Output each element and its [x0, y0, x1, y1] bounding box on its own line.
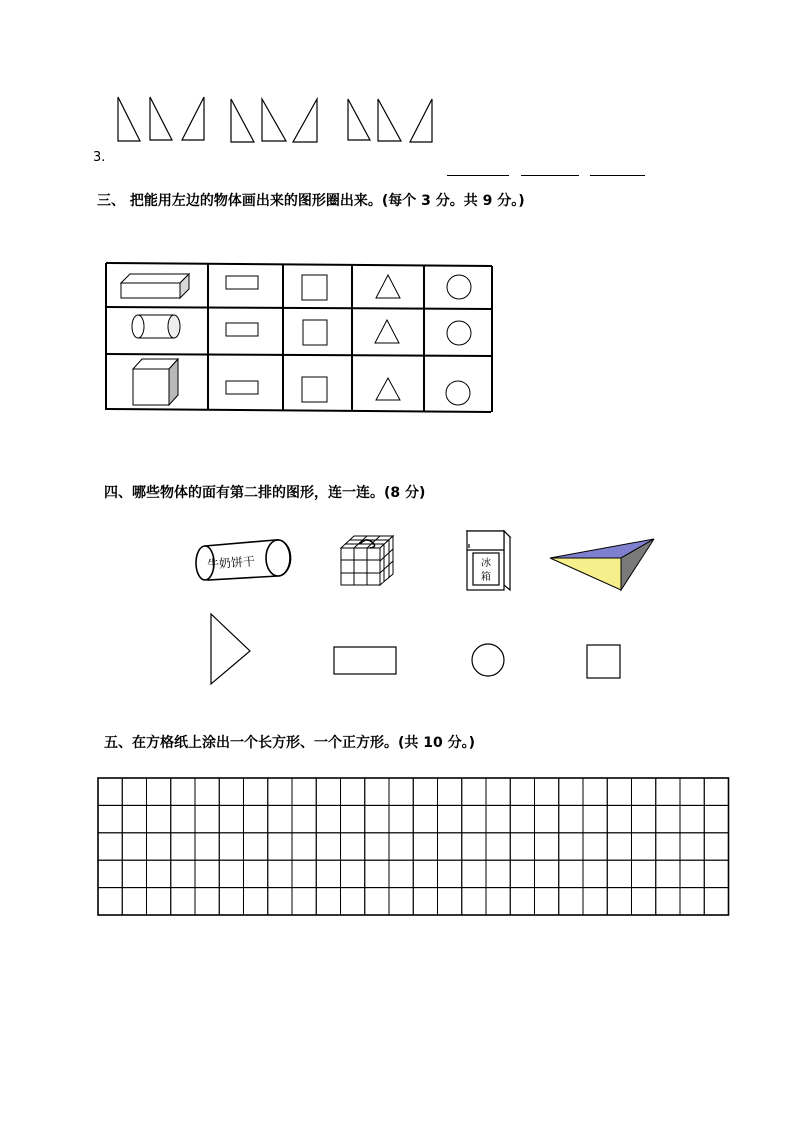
grid-cell[interactable] — [680, 805, 704, 832]
grid-cell[interactable] — [341, 833, 365, 860]
grid-cell[interactable] — [607, 778, 631, 805]
grid-cell[interactable] — [147, 888, 171, 915]
grid-cell[interactable] — [219, 805, 243, 832]
grid-cell[interactable] — [244, 860, 268, 887]
grid-cell[interactable] — [292, 805, 316, 832]
grid-cell[interactable] — [171, 860, 195, 887]
grid-cell[interactable] — [268, 888, 292, 915]
grid-cell[interactable] — [365, 860, 389, 887]
grid-cell[interactable] — [535, 778, 559, 805]
grid-cell[interactable] — [195, 778, 219, 805]
grid-cell[interactable] — [656, 805, 680, 832]
grid-cell[interactable] — [486, 860, 510, 887]
grid-cell[interactable] — [438, 860, 462, 887]
grid-cell[interactable] — [462, 833, 486, 860]
grid-cell[interactable] — [607, 805, 631, 832]
grid-cell[interactable] — [704, 778, 728, 805]
fridge-label-top: 冰 — [481, 558, 491, 569]
fridge-label-bottom: 箱 — [481, 572, 491, 583]
grid-cell[interactable] — [413, 833, 437, 860]
grid-cell[interactable] — [365, 833, 389, 860]
grid-cell[interactable] — [486, 805, 510, 832]
grid-cell[interactable] — [510, 833, 534, 860]
grid-cell[interactable] — [632, 860, 656, 887]
grid-cell[interactable] — [292, 778, 316, 805]
grid-cell[interactable] — [268, 778, 292, 805]
grid-cell[interactable] — [583, 778, 607, 805]
grid-cell[interactable] — [389, 888, 413, 915]
grid-cell[interactable] — [559, 778, 583, 805]
grid-cell[interactable] — [122, 860, 146, 887]
grid-cell[interactable] — [292, 860, 316, 887]
grid-cell[interactable] — [680, 888, 704, 915]
grid-cell[interactable] — [704, 888, 728, 915]
grid-cell[interactable] — [535, 860, 559, 887]
grid-cell[interactable] — [438, 833, 462, 860]
grid-cell[interactable] — [462, 805, 486, 832]
grid-cell[interactable] — [268, 805, 292, 832]
grid-cell[interactable] — [632, 805, 656, 832]
grid-cell[interactable] — [122, 888, 146, 915]
grid-cell[interactable] — [704, 860, 728, 887]
grid-cell[interactable] — [583, 888, 607, 915]
grid-cell[interactable] — [535, 833, 559, 860]
grid-cell[interactable] — [268, 833, 292, 860]
grid-cell[interactable] — [195, 833, 219, 860]
grid-cell[interactable] — [195, 888, 219, 915]
grid-cell[interactable] — [171, 888, 195, 915]
grid-cell[interactable] — [389, 860, 413, 887]
grid-cell[interactable] — [268, 860, 292, 887]
grid-cell[interactable] — [98, 805, 122, 832]
grid-cell[interactable] — [486, 888, 510, 915]
grid-cell[interactable] — [365, 805, 389, 832]
grid-cell[interactable] — [535, 805, 559, 832]
grid-cell[interactable] — [316, 860, 340, 887]
grid-cell[interactable] — [535, 888, 559, 915]
grid-cell[interactable] — [438, 805, 462, 832]
grid-cell[interactable] — [365, 778, 389, 805]
grid-cell[interactable] — [656, 833, 680, 860]
grid-cell[interactable] — [244, 833, 268, 860]
grid-cell[interactable] — [98, 778, 122, 805]
grid-cell[interactable] — [171, 833, 195, 860]
grid-cell[interactable] — [607, 888, 631, 915]
grid-cell[interactable] — [341, 860, 365, 887]
grid-cell[interactable] — [341, 888, 365, 915]
grid-cell[interactable] — [147, 860, 171, 887]
grid-cell[interactable] — [316, 833, 340, 860]
grid-cell[interactable] — [195, 805, 219, 832]
grid-cell[interactable] — [559, 833, 583, 860]
grid-cell[interactable] — [486, 778, 510, 805]
grid-cell[interactable] — [98, 860, 122, 887]
grid-cell[interactable] — [510, 860, 534, 887]
grid-cell[interactable] — [438, 888, 462, 915]
grid-cell[interactable] — [413, 805, 437, 832]
grid-cell[interactable] — [122, 805, 146, 832]
grid-cell[interactable] — [559, 860, 583, 887]
grid-cell[interactable] — [122, 778, 146, 805]
grid-cell[interactable] — [704, 833, 728, 860]
grid-cell[interactable] — [147, 778, 171, 805]
grid-cell[interactable] — [632, 833, 656, 860]
grid-cell[interactable] — [559, 888, 583, 915]
grid-cell[interactable] — [680, 860, 704, 887]
grid-cell[interactable] — [244, 888, 268, 915]
grid-cell[interactable] — [341, 805, 365, 832]
grid-cell[interactable] — [438, 778, 462, 805]
grid-cell[interactable] — [316, 778, 340, 805]
grid-cell[interactable] — [98, 888, 122, 915]
grid-cell[interactable] — [122, 833, 146, 860]
grid-cell[interactable] — [583, 860, 607, 887]
grid-cell[interactable] — [632, 888, 656, 915]
grid-cell[interactable] — [510, 778, 534, 805]
grid-cell[interactable] — [559, 805, 583, 832]
grid-cell[interactable] — [147, 833, 171, 860]
grid-cell[interactable] — [219, 833, 243, 860]
grid-cell[interactable] — [244, 778, 268, 805]
grid-cell[interactable] — [147, 805, 171, 832]
grid-cell[interactable] — [462, 860, 486, 887]
grid-cell[interactable] — [195, 860, 219, 887]
section-4-heading: 四、哪些物体的面有第二排的图形，连一连。(8 分) — [104, 485, 426, 501]
grid-cell[interactable] — [219, 778, 243, 805]
grid-cell[interactable] — [632, 778, 656, 805]
grid-cell[interactable] — [389, 778, 413, 805]
grid-cell[interactable] — [704, 805, 728, 832]
grid-cell[interactable] — [510, 888, 534, 915]
grid-cell[interactable] — [656, 778, 680, 805]
grid-cell[interactable] — [171, 805, 195, 832]
grid-cell[interactable] — [607, 833, 631, 860]
grid-cell[interactable] — [292, 833, 316, 860]
grid-cell[interactable] — [219, 888, 243, 915]
grid-cell[interactable] — [607, 860, 631, 887]
grid-cell[interactable] — [389, 805, 413, 832]
grid-cell[interactable] — [316, 805, 340, 832]
grid-cell[interactable] — [656, 860, 680, 887]
grid-cell[interactable] — [583, 805, 607, 832]
grid-cell[interactable] — [413, 778, 437, 805]
grid-cell[interactable] — [462, 888, 486, 915]
grid-cell[interactable] — [680, 778, 704, 805]
grid-cell[interactable] — [244, 805, 268, 832]
grid-cell[interactable] — [656, 888, 680, 915]
grid-cell[interactable] — [583, 833, 607, 860]
question-number: 3. — [93, 150, 106, 165]
grid-cell[interactable] — [365, 888, 389, 915]
biscuit-label: 牛奶饼干 — [206, 554, 256, 572]
section-5-heading: 五、在方格纸上涂出一个长方形、一个正方形。(共 10 分。) — [104, 735, 476, 751]
grid-cell[interactable] — [510, 805, 534, 832]
grid-cell[interactable] — [462, 778, 486, 805]
grid-cell[interactable] — [413, 860, 437, 887]
grid-cell[interactable] — [316, 888, 340, 915]
grid-cell[interactable] — [389, 833, 413, 860]
grid-cell[interactable] — [341, 778, 365, 805]
grid-cell[interactable] — [219, 860, 243, 887]
grid-cell[interactable] — [413, 888, 437, 915]
section-3-heading: 三、 把能用左边的物体画出来的图形圈出来。(每个 3 分。共 9 分。) — [97, 193, 525, 209]
grid-cell[interactable] — [292, 888, 316, 915]
grid-cell[interactable] — [98, 833, 122, 860]
grid-cell[interactable] — [680, 833, 704, 860]
grid-cell[interactable] — [486, 833, 510, 860]
grid-cell[interactable] — [171, 778, 195, 805]
